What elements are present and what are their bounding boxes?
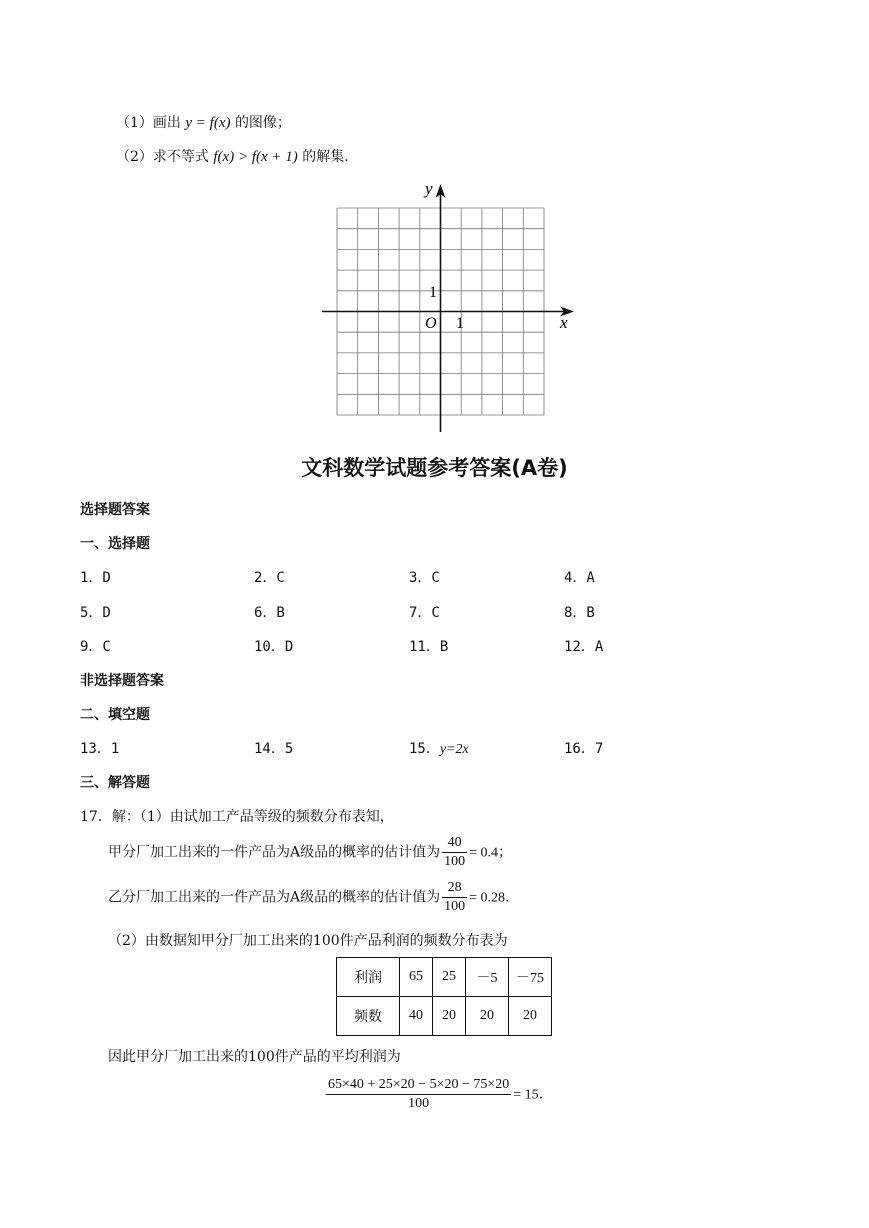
y-axis-label: y [425,179,433,198]
origin-label: O [425,315,437,332]
coordinate-grid [318,178,580,436]
table-cell: 20 [509,997,552,1036]
section-heading: 二、填空题 [80,707,150,723]
table-cell: 40 [400,997,433,1036]
answer-item: 8．B [564,605,595,621]
page-title: 文科数学试题参考答案(A卷) [301,456,568,480]
final-formula: $\frac{65\times 40 + 25\times 20 - 5\times 20 - 75\times 20}{100}$ = 15. [328,1077,544,1111]
table-cell: 20 [433,997,466,1036]
x-axis-label: x [560,313,568,332]
answer-item: 6．B [254,605,285,621]
solution-line: 因此甲分厂加工出来的100件产品的平均利润为 [108,1049,401,1065]
answer-item: 7．C [409,605,440,621]
table-cell: 频数 [337,997,400,1036]
answer-item: 9．C [80,639,111,655]
y-unit-label: 1 [429,284,437,301]
answer-item: 3．C [409,570,440,586]
table-cell: －5 [466,958,509,997]
table-cell: 20 [466,997,509,1036]
x-unit-label: 1 [456,315,464,332]
section-heading: 三、解答题 [80,775,150,791]
table-cell: －75 [509,958,552,997]
table-cell: 25 [433,958,466,997]
answer-item: 2．C [254,570,285,586]
question-part-1: （1）画出 y = f(x) 的图像； [116,115,291,131]
answer-item: 5．D [80,605,111,621]
answer-item: 12．A [564,639,604,655]
solution-line: （2）由数据知甲分厂加工出来的100件产品利润的频数分布表为 [108,933,508,949]
answer-item: 14．5 [254,741,294,757]
formula: f(x) > f(x + 1) [213,149,298,165]
nonchoice-answers-header: 非选择题答案 [80,673,164,689]
answer-item: 15．y=2x [409,741,469,757]
solution-line: 甲分厂加工出来的一件产品为A级品的概率的估计值为 $\frac{40}{100}$ = 0.4； [108,835,513,869]
answer-item: 4．A [564,570,595,586]
choice-answers-header: 选择题答案 [80,502,150,518]
answer-item: 11．B [409,639,449,655]
profit-frequency-table [336,957,552,1036]
answer-item: 16．7 [564,741,604,757]
table-row [337,997,552,1036]
table-cell: 利润 [337,958,400,997]
solution-line: 乙分厂加工出来的一件产品为A级品的概率的估计值为 $\frac{28}{100}$ = 0.28. [108,880,510,914]
section-heading: 一、选择题 [80,536,150,552]
answer-item: 10．D [254,639,294,655]
table-row [337,958,552,997]
formula: y = f(x) [185,115,231,131]
answer-item: 1．D [80,570,111,586]
fraction: $\frac{65\times 40 + 25\times 20 - 5\times 20 - 75\times 20}{100}$ [328,1077,510,1111]
answer-item: 13．1 [80,741,120,757]
formula: y=2x [439,742,469,757]
solution-line: 17．解：（1）由试加工产品等级的频数分布表知， [80,809,394,825]
fraction: $\frac{40}{100}$ [444,835,466,869]
fraction: $\frac{28}{100}$ [444,880,466,914]
question-part-2: （2）求不等式 f(x) > f(x + 1) 的解集. [116,149,349,165]
table-cell: 65 [400,958,433,997]
